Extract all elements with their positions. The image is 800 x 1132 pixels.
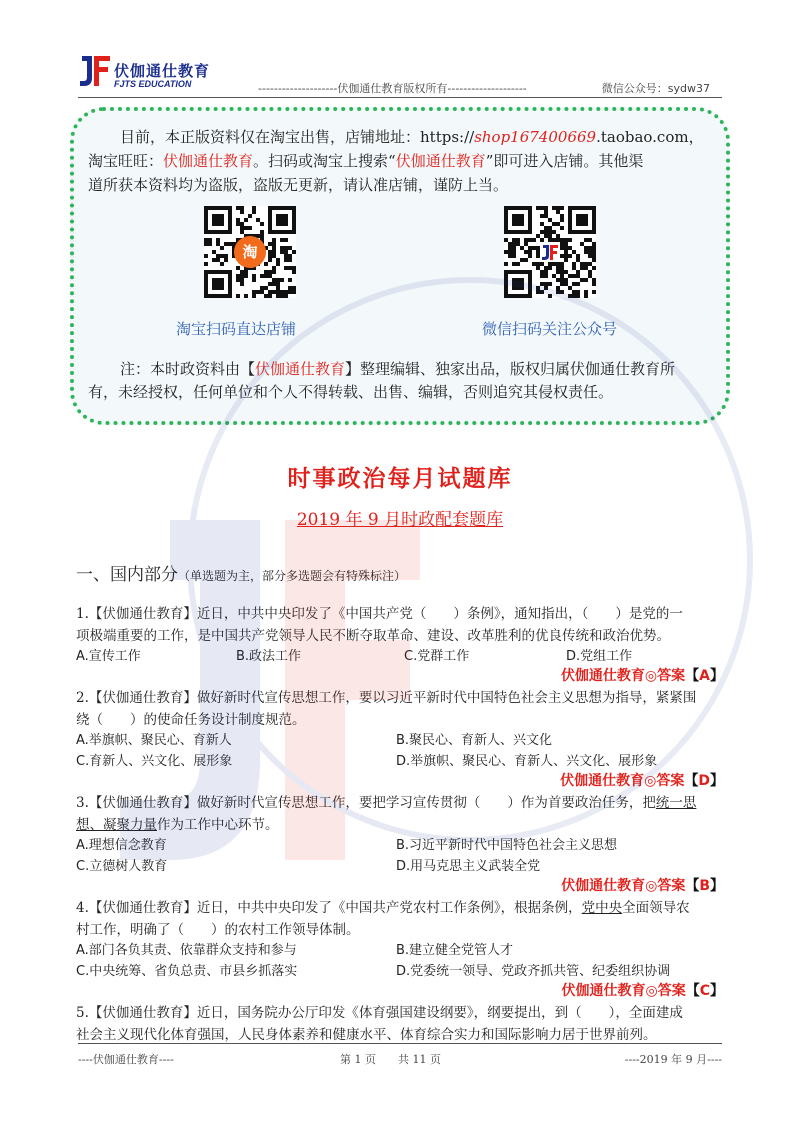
question-2-line-2: 绕（ ）的使命任务设计制度规范。 — [76, 712, 306, 728]
notice-text: 】整理编辑、独家出品，版权归属伏伽通仕教育所 — [345, 360, 676, 378]
question-4-option-a[interactable]: A.部门各负其责、依靠群众支持和参与 — [76, 943, 297, 958]
brand-name: 伏伽通仕教育 — [395, 152, 486, 170]
question-4-option-d[interactable]: D.党委统一领导、党政齐抓共管、纪委组织协调 — [396, 964, 671, 979]
section-heading-text: 一、国内部分 — [76, 565, 178, 585]
question-1-line-1: 1.【伏伽通仕教育】近日，中共中央印发了《中国共产党（ ）条例》，通知指出，（ ）是党的一 — [76, 606, 683, 622]
logo-jf-icon — [78, 52, 112, 90]
question-2-answer: 伏伽通仕教育◎答案【D】 — [560, 773, 724, 789]
section-note: （单选题为主，部分多选题会有特殊标注） — [178, 569, 407, 583]
notice-text: 。扫码或淘宝上搜索“ — [253, 152, 396, 170]
question-2-option-d[interactable]: D.举旗帜、聚民心、育新人、兴文化、展形象 — [396, 754, 658, 769]
main-title: 时事政治每月试题库 — [287, 466, 513, 492]
answer-letter: A — [699, 668, 710, 684]
question-1-option-b[interactable]: B.政法工作 — [236, 649, 302, 664]
question-text: 全面领导农 — [622, 900, 690, 916]
question-1-option-c[interactable]: C.党群工作 — [404, 649, 470, 664]
taobao-qr-caption: 淘宝扫码直达店铺 — [176, 320, 297, 338]
notice-copyright-line-1 — [120, 358, 675, 379]
notice-text: ”即可进入店铺。其他渠 — [485, 152, 644, 170]
question-3-option-c[interactable]: C.立德树人教育 — [76, 859, 168, 874]
question-4-answer: 伏伽通仕教育◎答案【C】 — [561, 983, 724, 999]
question-4-line-2: 村工作，明确了（ ）的农村工作领导体制。 — [76, 922, 360, 938]
question-2-option-c[interactable]: C.育新人、兴文化、展形象 — [76, 754, 233, 769]
question-3-line-1 — [76, 791, 696, 811]
wechat-qr-code[interactable] — [504, 206, 596, 298]
question-3-option-a[interactable]: A.理想信念教育 — [76, 838, 167, 853]
answer-label: 伏伽通仕教育◎答案 — [560, 773, 685, 789]
logo-chinese-name: 伏伽通仕教育 — [114, 62, 211, 80]
question-text: 作为工作中心环节。 — [157, 817, 279, 833]
notice-line-2 — [88, 150, 643, 171]
question-1-line-2: 项极端重要的工作，是中国共产党领导人民不断夺取革命、建设、改革胜利的优良传统和政治优势。 — [76, 628, 670, 644]
question-3-line-2 — [76, 813, 279, 833]
question-4-option-b[interactable]: B.建立健全党管人才 — [396, 943, 514, 958]
wechat-qr-caption: 微信扫码关注公众号 — [482, 320, 618, 338]
question-2-option-b[interactable]: B.聚民心、育新人、兴文化 — [396, 733, 553, 748]
notice-text: 目前，本正版资料仅在淘宝出售，店铺地址：https:// — [120, 128, 475, 146]
header-wechat-id: 微信公众号：sydw37 — [601, 82, 710, 95]
shop-link[interactable]: shop167400669 — [474, 128, 597, 146]
section-heading — [76, 560, 406, 585]
wechat-center-logo-icon — [540, 242, 560, 262]
question-5-line-1: 5.【伏伽通仕教育】近日，国务院办公厅印发《体育强国建设纲要》，纲要提出，到（ ），全面建成 — [76, 1005, 683, 1021]
answer-label: 伏伽通仕教育◎答案 — [560, 668, 686, 684]
answer-letter: C — [699, 983, 710, 999]
question-text: 4.【伏伽通仕教育】近日，中共中央印发了《中国共产党农村工作条例》，根据条例， — [76, 900, 582, 916]
notice-copyright-line-2: 有，未经授权，任何单位和个人不得转载、出售、编辑，否则追究其侵权责任。 — [88, 383, 614, 401]
question-1-option-a[interactable]: A.宣传工作 — [76, 649, 141, 664]
brand-name: 伏伽通仕教育 — [255, 360, 346, 378]
question-2-option-a[interactable]: A.举旗帜、聚民心、育新人 — [76, 733, 232, 748]
answer-letter: D — [698, 773, 710, 789]
question-2-line-1: 2.【伏伽通仕教育】做好新时代宣传思想工作，要以习近平新时代中国特色社会主义思想为指导，紧紧围 — [76, 690, 697, 706]
underlined-text: 党中央 — [581, 900, 623, 916]
footer-date: ----2019 年 9 月---- — [624, 1053, 722, 1066]
sub-title: 2019 年 9 月时政配套题库 — [296, 510, 504, 530]
taobao-logo-icon: 淘 — [234, 236, 266, 268]
question-4-option-c[interactable]: C.中央统筹、省负总责、市县乡抓落实 — [76, 964, 298, 979]
question-3-option-b[interactable]: B.习近平新时代中国特色社会主义思想 — [396, 838, 618, 853]
brand-name: 伏伽通仕教育 — [163, 152, 254, 170]
header-divider — [78, 97, 722, 98]
question-3-option-d[interactable]: D.用马克思主义武装全党 — [396, 859, 541, 874]
header-copyright: --------------------伏伽通仕教育版权所有-------------------- — [258, 82, 527, 95]
question-4-line-1 — [76, 896, 690, 916]
logo-english-name: FJTS EDUCATION — [114, 79, 192, 89]
question-3-answer: 伏伽通仕教育◎答案【B】 — [561, 878, 724, 894]
notice-text: .taobao.com， — [596, 128, 704, 146]
question-text: 3.【伏伽通仕教育】做好新时代宣传思想工作，要把学习宣传贯彻（ ）作为首要政治任务，把 — [76, 795, 656, 811]
notice-line-1 — [120, 126, 704, 147]
question-1-option-d[interactable]: D.党组工作 — [566, 649, 633, 664]
notice-text: 淘宝旺旺： — [88, 152, 164, 170]
question-5-line-2: 社会主义现代化体育强国，人民身体素养和健康水平、体育综合实力和国际影响力居于世界前列。 — [76, 1027, 657, 1043]
answer-label: 伏伽通仕教育◎答案 — [561, 878, 686, 894]
brand-logo — [78, 52, 218, 92]
question-1-answer: 伏伽通仕教育◎答案【A】 — [560, 668, 724, 684]
footer-divider — [78, 1043, 722, 1044]
footer-left: ----伏伽通仕教育---- — [78, 1053, 174, 1066]
page-number: 第 1 页 共 11 页 — [340, 1053, 441, 1066]
notice-line-3: 道所获本资料均为盗版，盗版无更新，请认准店铺，谨防上当。 — [88, 176, 509, 194]
notice-text: 注：本时政资料由【 — [120, 360, 256, 378]
underlined-text: 统一思 — [655, 795, 697, 811]
answer-letter: B — [699, 878, 710, 894]
underlined-text: 想、凝聚力量 — [76, 817, 157, 833]
answer-label: 伏伽通仕教育◎答案 — [561, 983, 686, 999]
taobao-qr-code[interactable] — [204, 206, 296, 298]
